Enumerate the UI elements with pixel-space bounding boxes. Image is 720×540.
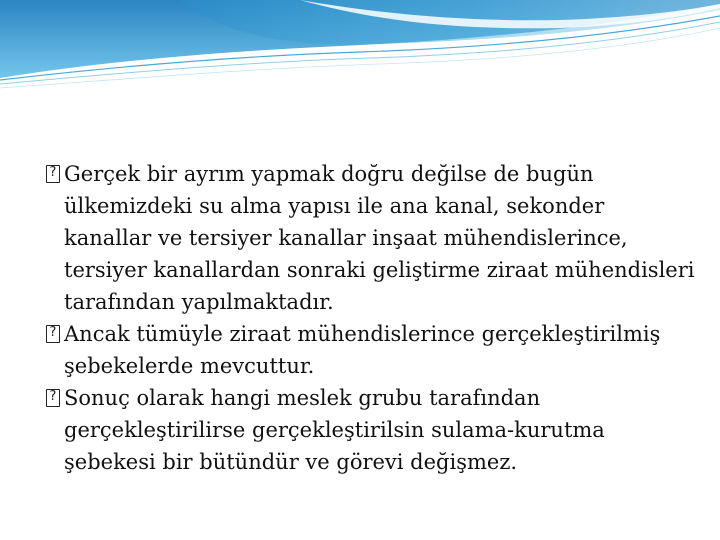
paragraph-text: Ancak tümüyle ziraat mühendislerince gerçekleştirilmiş şebekelerde mevcuttur.	[64, 322, 661, 378]
slide-body	[46, 158, 696, 478]
bullet-paragraph-1	[46, 158, 696, 318]
bullet-paragraph-2	[46, 318, 696, 382]
missing-glyph-box-icon	[46, 165, 60, 183]
missing-glyph-box-icon	[46, 389, 60, 407]
paragraph-text: Gerçek bir ayrım yapmak doğru değilse de bugün ülkemizdeki su alma yapısı ile ana kanal, sekonder kanallar ve tersiyer kanallar inşaat mühendislerince, tersiyer kanallardan sonraki geliştirme ziraat mühendisleri tarafından yapılmaktadır.	[64, 162, 695, 314]
header-wave-decoration	[0, 0, 720, 90]
missing-glyph-box-icon	[46, 325, 60, 343]
bullet-paragraph-3	[46, 382, 696, 478]
paragraph-text: Sonuç olarak hangi meslek grubu tarafından gerçekleştirilirse gerçekleştirilsin sulama-kurutma şebekesi bir bütündür ve görevi değişmez.	[64, 386, 605, 474]
